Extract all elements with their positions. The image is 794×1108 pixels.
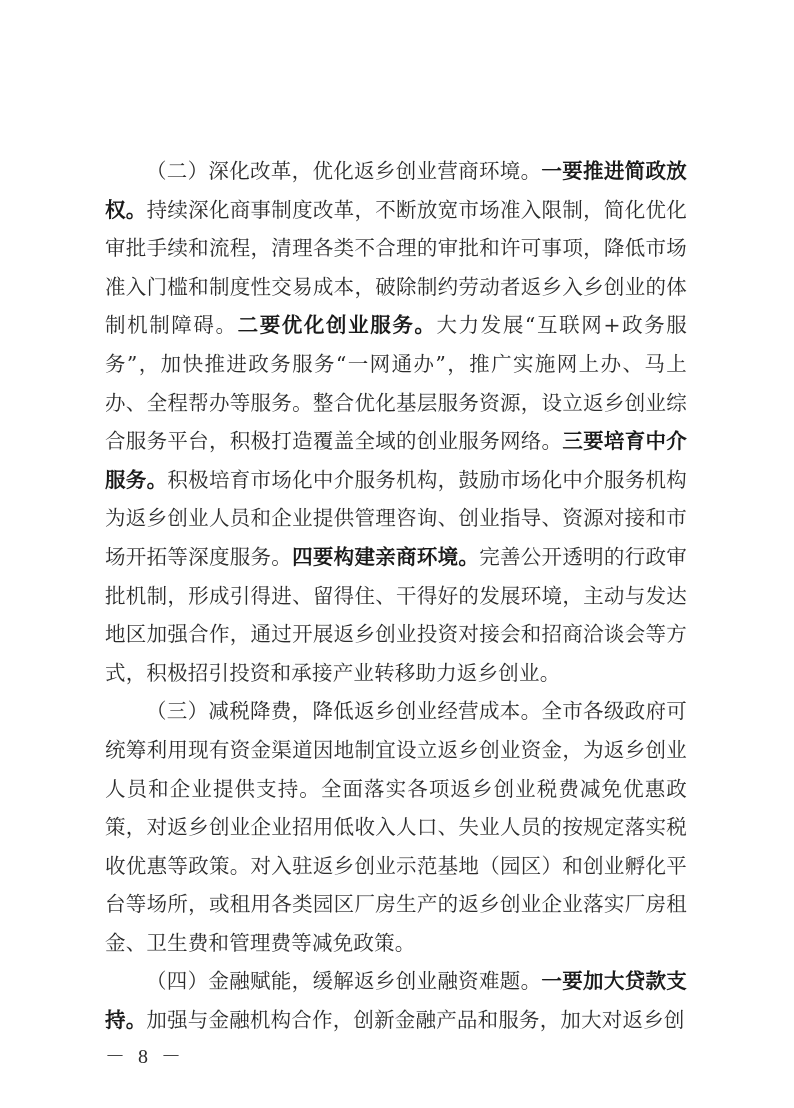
- bold-heading-segment: 三要培育中介服务。: [105, 429, 688, 492]
- paragraph-section-4: [105, 962, 687, 1039]
- text-segment: 完善公开透明的行政审批机制，形成引得进、留得住、干得好的发展环境，主动与发达地区加强合作，通过开展返乡创业投资对接会和招商洽谈会等方式，积极招引投资和承接产业转移助力返乡创业。: [105, 544, 687, 685]
- bold-heading-segment: 一要推进简政放权。: [105, 159, 687, 222]
- paragraph-section-2: [105, 152, 687, 692]
- text-segment: 大力发展“互联网+政务服务”，加快推进政务服务“一网通办”，推广实施网上办、马上办、全程帮办等服务。整合优化基层服务资源，设立返乡创业综合服务平台，积极打造覆盖全域的创业服务网络。: [105, 313, 687, 454]
- text-segment: （二）深化改革，优化返乡创业营商环境。: [146, 159, 542, 183]
- text-segment: （四）金融赋能，缓解返乡创业融资难题。: [146, 969, 542, 994]
- bold-heading-segment: 一要加大贷款支持。: [105, 969, 687, 1033]
- page-number: － 8 －: [105, 1046, 185, 1068]
- document-body: [105, 152, 687, 1040]
- paragraph-section-3: [105, 692, 687, 962]
- bold-heading-segment: 四要构建亲商环境。: [292, 544, 480, 569]
- text-segment: （三）减税降费，降低返乡创业经营成本。全市各级政府可统筹利用现有资金渠道因地制宜设立返乡创业资金，为返乡创业人员和企业提供支持。全面落实各项返乡创业税费减免优惠政策，对返乡创业企业招用低收入人口、失业人员的按规定落实税收优惠等政策。对入驻返乡创业示范基地（园区）和创业孵化平台等场所，或租用各类园区厂房生产的返乡创业企业落实厂房租金、卫生费和管理费等减免政策。: [105, 699, 687, 955]
- bold-heading-segment: 二要优化创业服务。: [237, 313, 437, 338]
- text-segment: 加强与金融机构合作，创新金融产品和服务，加大对返乡创: [146, 1008, 685, 1033]
- text-segment: 积极培育市场化中介服务机构，鼓励市场化中介服务机构为返乡创业人员和企业提供管理咨询、创业指导、资源对接和市场开拓等深度服务。: [105, 467, 687, 569]
- text-segment: 持续深化商事制度改革，不断放宽市场准入限制，简化优化审批手续和流程，清理各类不合理的审批和许可事项，降低市场准入门槛和制度性交易成本，破除制约劳动者返乡入乡创业的体制机制障碍。: [105, 197, 687, 338]
